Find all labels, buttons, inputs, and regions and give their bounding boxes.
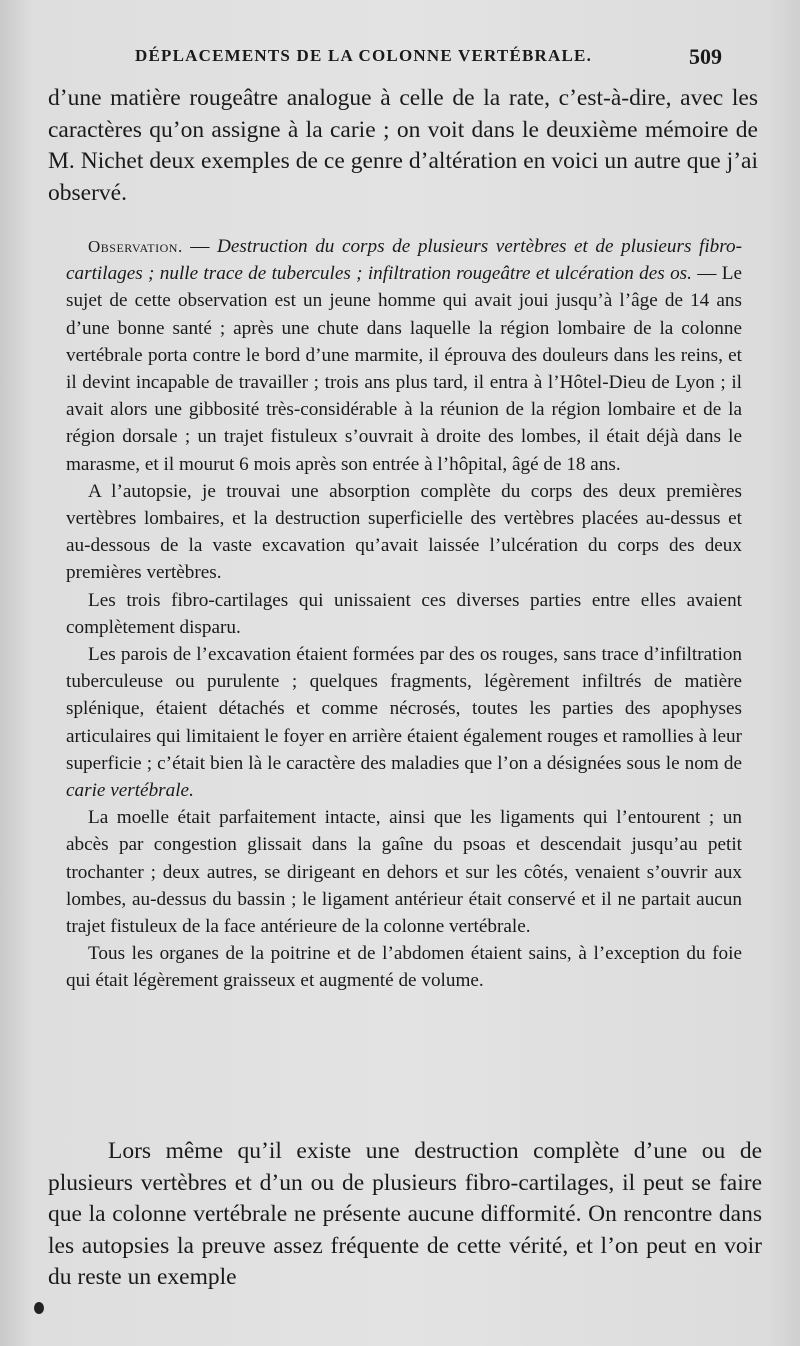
walls-text: Les parois de l’excavation étaient formées par des os rouges, sans trace d’infiltration tuberculeuse ou purulente ; quelques fragments, légèrement infiltrés de matière splénique, étaient détachés et comme nécrosés, toutes les parties des apophyses articulaires qui limitaient le foyer en arrière étaient également rouges et ramollies à leur superficie ; c’était bien là le caractère des maladies que l’on a désignées sous le nom de xyxy=(66,644,742,774)
lead-section xyxy=(48,83,758,209)
running-title: DÉPLACEMENTS DE LA COLONNE VERTÉBRALE. xyxy=(135,46,593,65)
observation-label: Observation. xyxy=(88,237,183,256)
page-number: 509 xyxy=(689,44,722,69)
trailing-paragraph: Lors même qu’il existe une destruction complète d’une ou de plusieurs vertèbres et d’un ou de plusieurs fibro-cartilages, il peut se faire que la colonne vertébrale ne présente aucune difformité. On rencontre dans les autopsies la preuve assez fréquente de cette vérité, et l’on peut en voir du reste un exemple xyxy=(48,1138,762,1290)
observation-paragraph-fibro: Les trois fibro-cartilages qui unissaient ces diverses parties entre elles avaient complètement disparu. xyxy=(66,589,742,638)
observation-paragraph-autopsy: A l’autopsie, je trouvai une absorption complète du corps des deux premières vertèbres lombaires, et la destruction superficielle des vertèbres placées au-dessus et au-dessous de la vaste excavation qu’avait laissée l’ulcération du corps des deux premières vertèbres. xyxy=(66,480,742,584)
walls-italic: carie vertébrale. xyxy=(66,780,194,802)
trailing-section xyxy=(48,1136,762,1294)
page-header xyxy=(0,44,800,74)
observation-paragraph-walls xyxy=(66,641,742,804)
observation-title: Destruction du corps de plusieurs vertèbres et de plusieurs fibro-cartilages ; nulle trace de tubercules ; infiltration rougeâtre et ulcération des os. xyxy=(66,236,743,285)
observation-text: — Le sujet de cette observation est un jeune homme qui avait joui jusqu’à l’âge de 14 ans d’une bonne santé ; après une chute dans laquelle la région lombaire de la colonne vertébrale porta contre le bord d’une marmite, il éprouva des douleurs dans les reins, et il devint incapable de travailler ; trois ans plus tard, il entra à l’Hôtel-Dieu de Lyon ; il avait alors une gibbosité très-considérable à la réunion de la région lombaire et de la région dorsale ; un trajet fistuleux s’ouvrait à droite des lombes, il était déjà dans le marasme, et il mourut 6 mois après son entrée à l’hôpital, âgé de 18 ans. xyxy=(66,263,742,475)
lead-paragraph: d’une matière rougeâtre analogue à celle de la rate, c’est-à-dire, avec les caractères qu’on assigne à la carie ; on voit dans le deuxième mémoire de M. Nichet deux exemples de ce genre d’altération en voici un autre que j’ai observé. xyxy=(48,85,758,206)
observation-dash: — xyxy=(182,236,218,257)
observation-section xyxy=(66,233,742,995)
ink-spot xyxy=(34,1302,44,1314)
observation-intro xyxy=(66,233,742,478)
observation-paragraph-organs: Tous les organes de la poitrine et de l’abdomen étaient sains, à l’exception du foie qui était légèrement graisseux et augmenté de volume. xyxy=(66,943,742,992)
observation-paragraph-marrow: La moelle était parfaitement intacte, ainsi que les ligaments qui l’entourent ; un abcès par congestion glissait dans la gaîne du psoas et descendait jusqu’au petit trochanter ; deux autres, se dirigeant en dehors et sur les côtés, venaient s’ouvrir aux lombes, au-dessus du bassin ; le ligament antérieur était conservé et il ne partait aucun trajet fistuleux de la face antérieure de la colonne vertébrale. xyxy=(66,807,742,938)
